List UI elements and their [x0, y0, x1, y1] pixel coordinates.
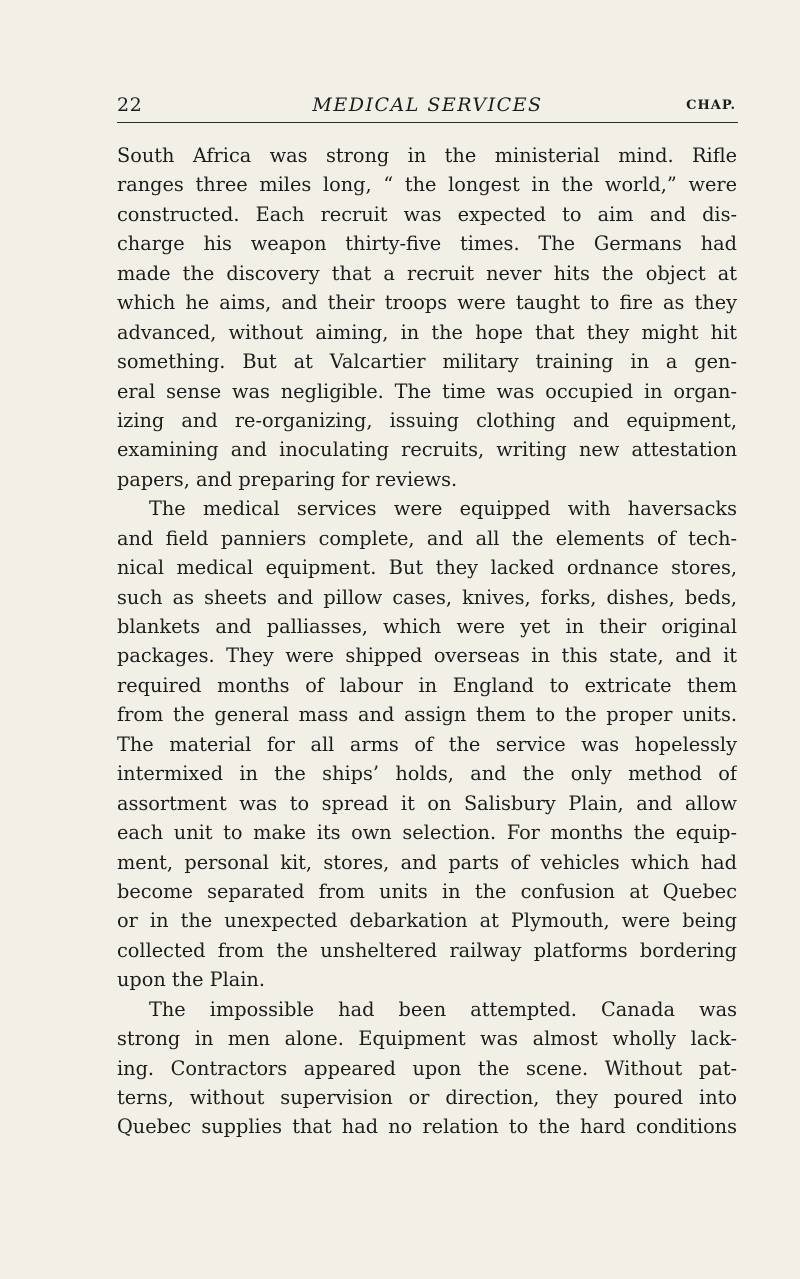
text-line: ment, personal kit, stores, and parts of vehicles which had	[117, 850, 737, 874]
text-line: The medical services were equipped with haversacks	[149, 497, 737, 521]
text-line: nical medical equipment. But they lacked ordnance stores,	[117, 556, 737, 580]
text-line: something. But at Valcartier military training in a gen-	[117, 350, 737, 374]
text-line: ing. Contractors appeared upon the scene. Without pat-	[117, 1056, 737, 1080]
text-line: become separated from units in the confusion at Quebec	[117, 879, 737, 903]
body-text	[117, 141, 737, 1142]
text-line: strong in men alone. Equipment was almost wholly lack-	[117, 1027, 737, 1051]
text-line: upon the Plain.	[117, 968, 265, 992]
text-line: South Africa was strong in the ministerial mind. Rifle	[117, 144, 737, 167]
text-line: izing and re-organizing, issuing clothing and equipment,	[117, 408, 737, 432]
text-line: assortment was to spread it on Salisbury Plain, and allow	[117, 791, 737, 815]
text-line: blankets and palliasses, which were yet in their original	[117, 615, 737, 638]
text-line: each unit to make its own selection. For months the equip-	[117, 821, 737, 845]
text-line: The material for all arms of the service was hopelessly	[117, 732, 737, 756]
text-line: ranges three miles long, “ the longest in the world,” were	[117, 173, 737, 197]
text-line: papers, and preparing for reviews.	[117, 467, 458, 491]
text-line: packages. They were shipped overseas in this state, and it	[117, 644, 737, 668]
text-line: required months of labour in England to extricate them	[117, 673, 737, 697]
text-line: which he aims, and their troops were taught to fire as they	[117, 291, 737, 315]
text-line: from the general mass and assign them to the proper units.	[117, 703, 737, 727]
text-line: The impossible had been attempted. Canada was	[149, 997, 737, 1021]
text-line: eral sense was negligible. The time was occupied in organ-	[117, 379, 737, 403]
text-line: intermixed in the ships’ holds, and the only method of	[117, 762, 737, 786]
text-line: examining and inoculating recruits, writing new attestation	[117, 438, 737, 462]
text-line: advanced, without aiming, in the hope that they might hit	[117, 320, 737, 344]
page-number: 22	[117, 94, 143, 116]
text-line: terns, without supervision or direction, they poured into	[117, 1086, 737, 1109]
text-line: Quebec supplies that had no relation to the hard conditions	[117, 1115, 737, 1139]
text-line: made the discovery that a recruit never hits the object at	[117, 261, 737, 285]
text-line: and field panniers complete, and all the elements of tech-	[117, 526, 737, 550]
text-line: collected from the unsheltered railway platforms bordering	[117, 938, 737, 962]
chapter-label: CHAP.	[686, 98, 736, 113]
text-line: such as sheets and pillow cases, knives, forks, dishes, beds,	[117, 585, 737, 609]
text-line: or in the unexpected debarkation at Plymouth, were being	[117, 909, 737, 933]
running-title: MEDICAL SERVICES	[312, 94, 543, 116]
page-header	[117, 92, 738, 123]
text-line: constructed. Each recruit was expected to aim and dis-	[117, 202, 737, 226]
text-line: charge his weapon thirty-five times. The Germans had	[117, 232, 737, 256]
